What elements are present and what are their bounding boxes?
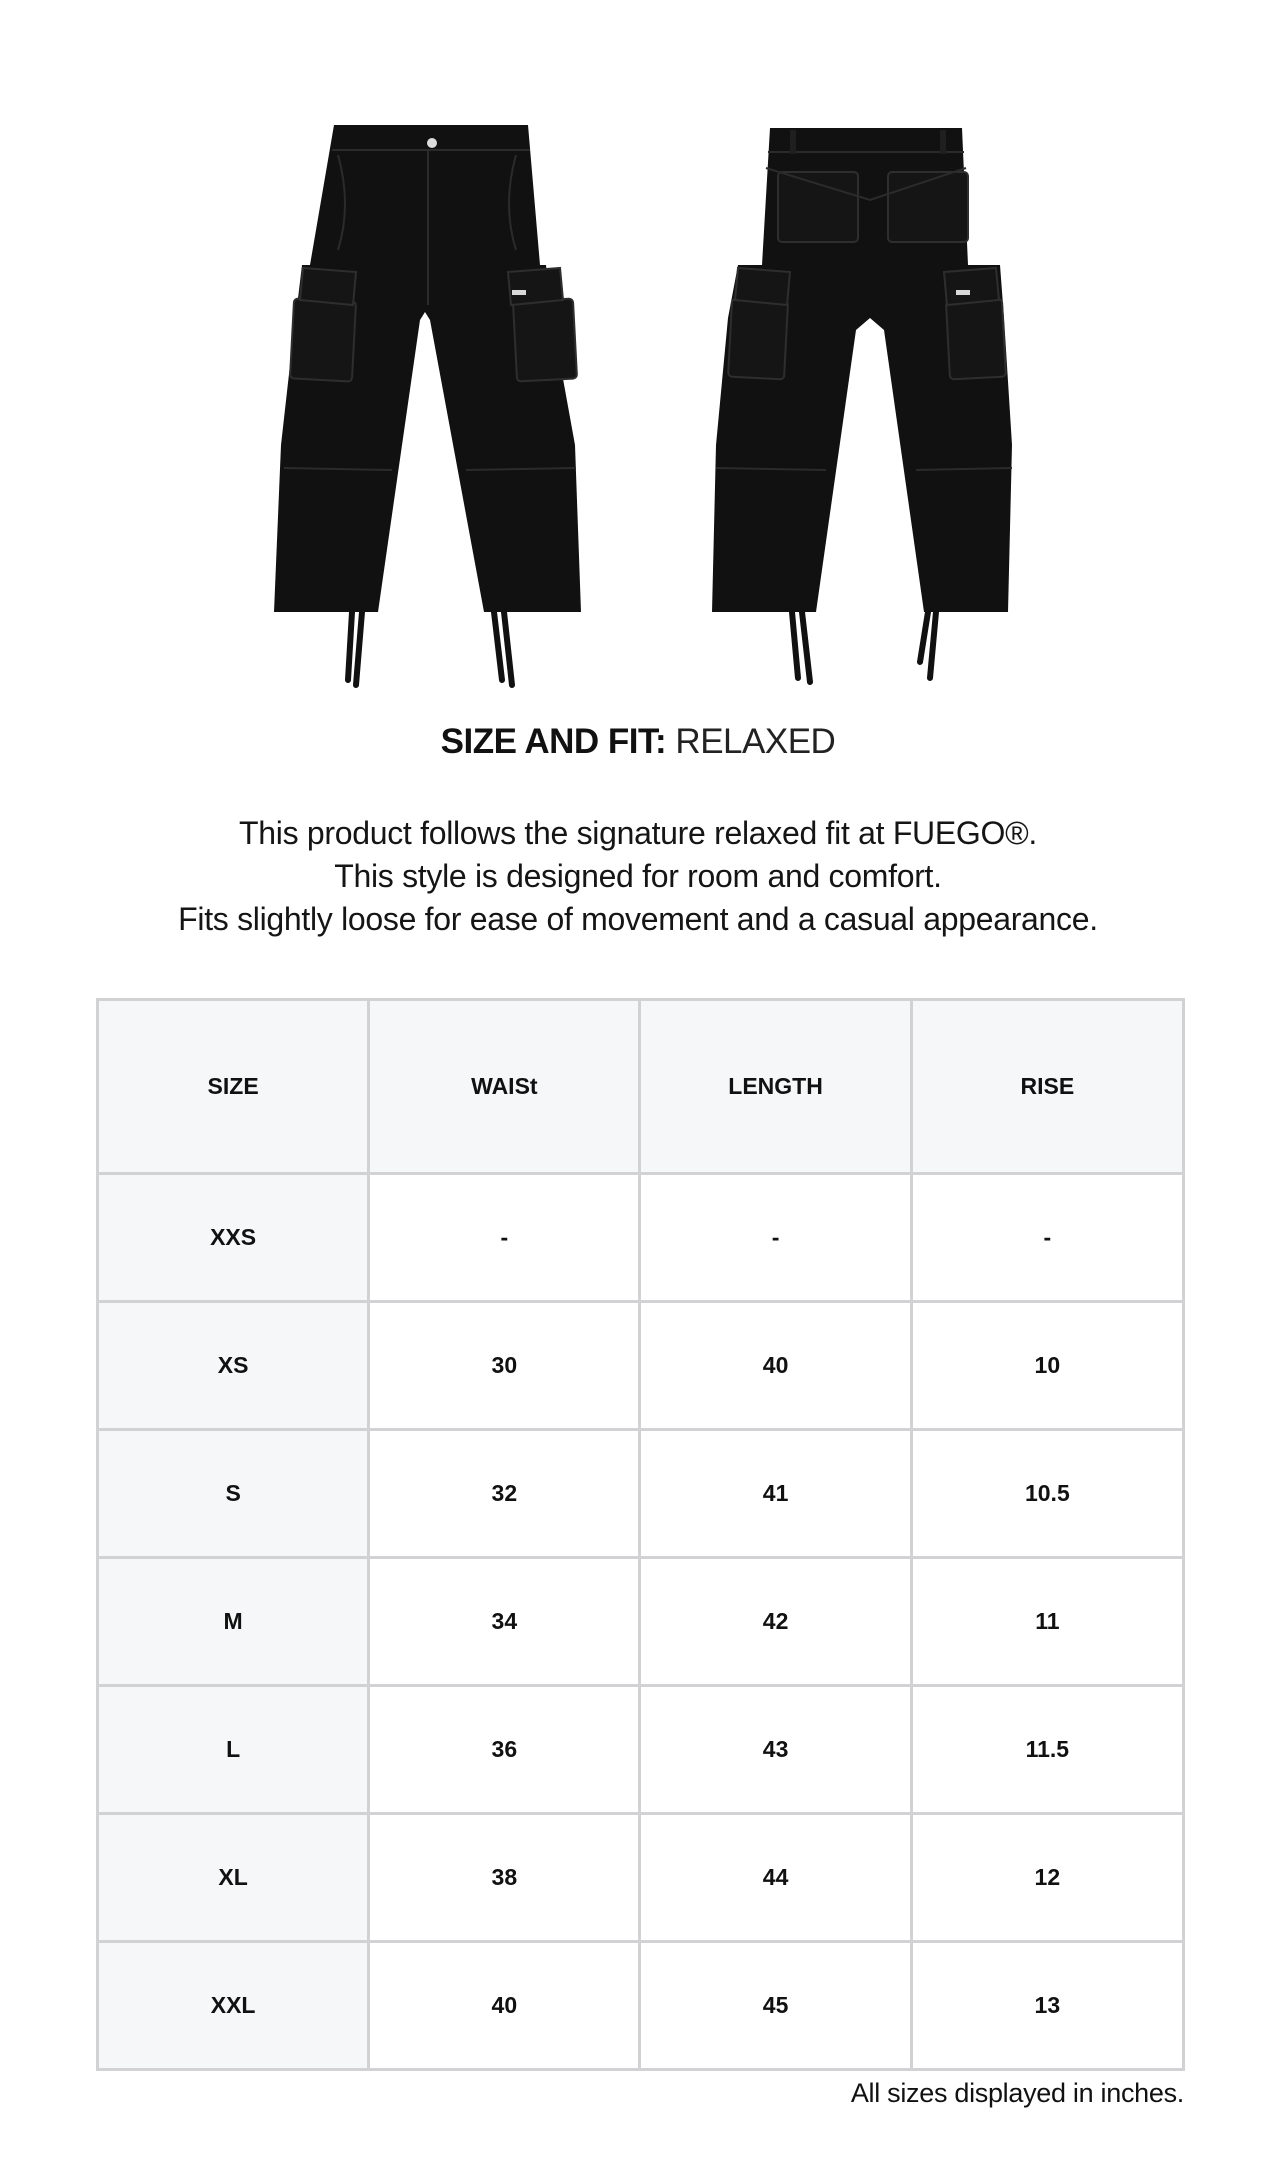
product-images [0,0,1276,700]
size-chart-table [96,998,1185,2071]
size-cell: S [98,1430,369,1558]
pants-back-icon [712,128,1012,682]
header-size: SIZE [98,1000,369,1174]
rise-cell: 10 [911,1302,1183,1430]
rise-cell: 13 [911,1942,1183,2070]
length-cell: 44 [640,1814,911,1942]
rise-cell: 10.5 [911,1430,1183,1558]
length-cell: 45 [640,1942,911,2070]
waist-cell: 36 [369,1686,640,1814]
length-cell: - [640,1174,911,1302]
table-row [98,1430,1184,1558]
waist-cell: 32 [369,1430,640,1558]
size-cell: M [98,1558,369,1686]
table-row [98,1558,1184,1686]
size-cell: XXS [98,1174,369,1302]
waist-cell: 30 [369,1302,640,1430]
length-cell: 43 [640,1686,911,1814]
description-line: Fits slightly loose for ease of movement and a casual appearance. [178,901,1098,937]
table-row [98,1814,1184,1942]
fit-label: SIZE AND FIT: [440,722,667,761]
size-cell: L [98,1686,369,1814]
table-row [98,1942,1184,2070]
header-rise: RISE [911,1000,1183,1174]
header-waist: WAISt [369,1000,640,1174]
rise-cell: 11.5 [911,1686,1183,1814]
table-header-row [98,1000,1184,1174]
table-row [98,1174,1184,1302]
table-row [98,1686,1184,1814]
product-images-svg [0,0,1276,700]
waist-cell: 40 [369,1942,640,2070]
fit-value: RELAXED [675,722,836,761]
description-line: This style is designed for room and comfort. [334,858,942,894]
length-cell: 42 [640,1558,911,1686]
rise-cell: - [911,1174,1183,1302]
size-and-fit-heading [0,722,1276,762]
size-cell: XS [98,1302,369,1430]
waist-cell: 34 [369,1558,640,1686]
waist-cell: - [369,1174,640,1302]
units-footnote: All sizes displayed in inches. [850,2078,1184,2108]
length-cell: 41 [640,1430,911,1558]
waist-cell: 38 [369,1814,640,1942]
description-line: This product follows the signature relaxed fit at FUEGO®. [239,815,1037,851]
length-cell: 40 [640,1302,911,1430]
rise-cell: 12 [911,1814,1183,1942]
size-cell: XL [98,1814,369,1942]
table-row [98,1302,1184,1430]
size-cell: XXL [98,1942,369,2070]
rise-cell: 11 [911,1558,1183,1686]
header-length: LENGTH [640,1000,911,1174]
fit-description [0,812,1276,941]
pants-front-icon [274,125,581,685]
